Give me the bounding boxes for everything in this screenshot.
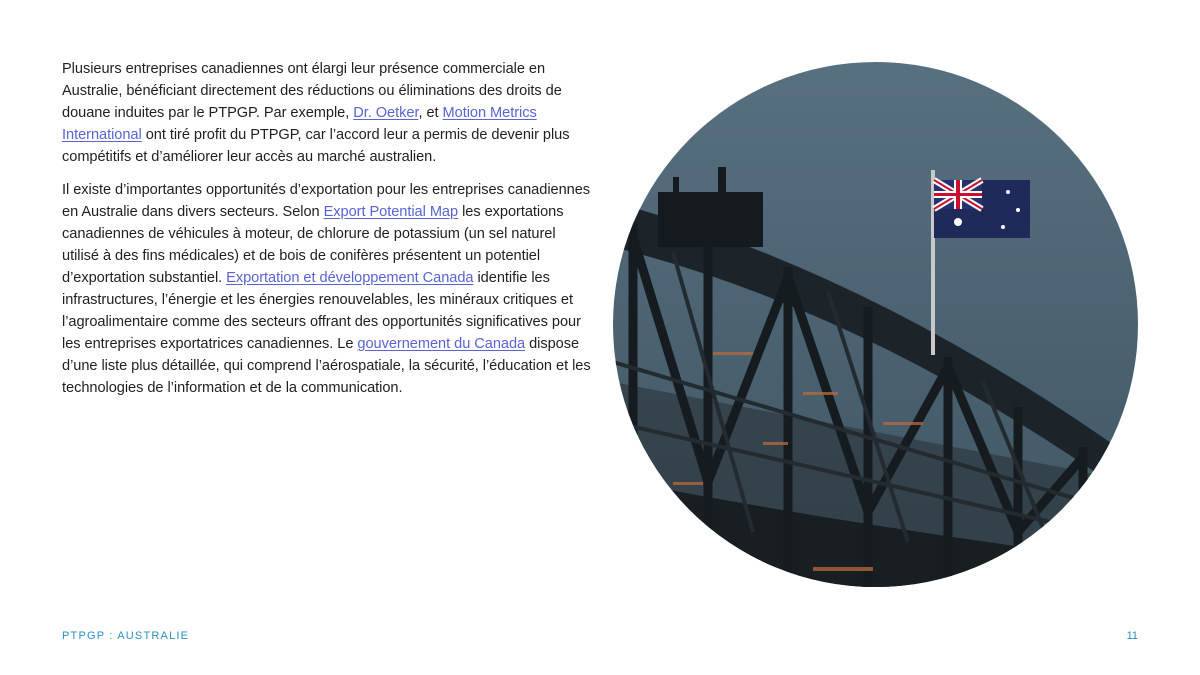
link-export-potential-map[interactable]: Export Potential Map	[323, 204, 459, 220]
body-text	[62, 58, 592, 410]
page-number: 11	[1126, 630, 1138, 642]
bridge-photo	[613, 62, 1138, 587]
p1-text-1: Plusieurs entreprises canadiennes ont élargi leur présence commerciale en Australie, bénéficiant directement des réductions ou éliminations des droits de douane induites par le PTPGP. Par exemple,	[62, 61, 562, 121]
p2-text-4: dispose d’une liste plus détaillée, qui comprend l’aérospatiale, la sécurité, l’éducation et les technologies de l’information et de la communication.	[62, 336, 591, 396]
p1-text-3: ont tiré profit du PTPGP, car l’accord leur a permis de devenir plus compétitifs et d’améliorer leur accès au marché australien.	[62, 127, 570, 165]
p2-text-1: Il existe d’importantes opportunités d’exportation pour les entreprises canadiennes en Australie dans divers secteurs. Selon	[62, 182, 591, 220]
link-gouvernement-canada[interactable]: gouvernement du Canada	[357, 336, 526, 352]
link-edc[interactable]: Exportation et développement Canada	[226, 270, 474, 286]
link-motion-metrics[interactable]: Motion Metrics International	[62, 105, 537, 143]
p2-text-3: identifie les infrastructures, l’énergie et les énergies renouvelables, les minéraux critiques et l’agroalimentaire comme des secteurs offrant des opportunités significatives pour les entreprises exportatrices canadiennes. Le	[62, 270, 581, 352]
footer-title: PTPGP : AUSTRALIE	[62, 630, 190, 642]
p2-text-2: les exportations canadiennes de véhicules à moteur, de chlorure de potassium (un sel naturel utilisé à des fins médicales) et de bois de conifères présentent un potentiel d’exportation substantiel.	[62, 204, 564, 286]
p1-text-2: , et	[418, 105, 443, 121]
paragraph-1	[62, 58, 592, 168]
paragraph-2	[62, 179, 592, 399]
link-dr-oetker[interactable]: Dr. Oetker	[353, 105, 419, 121]
